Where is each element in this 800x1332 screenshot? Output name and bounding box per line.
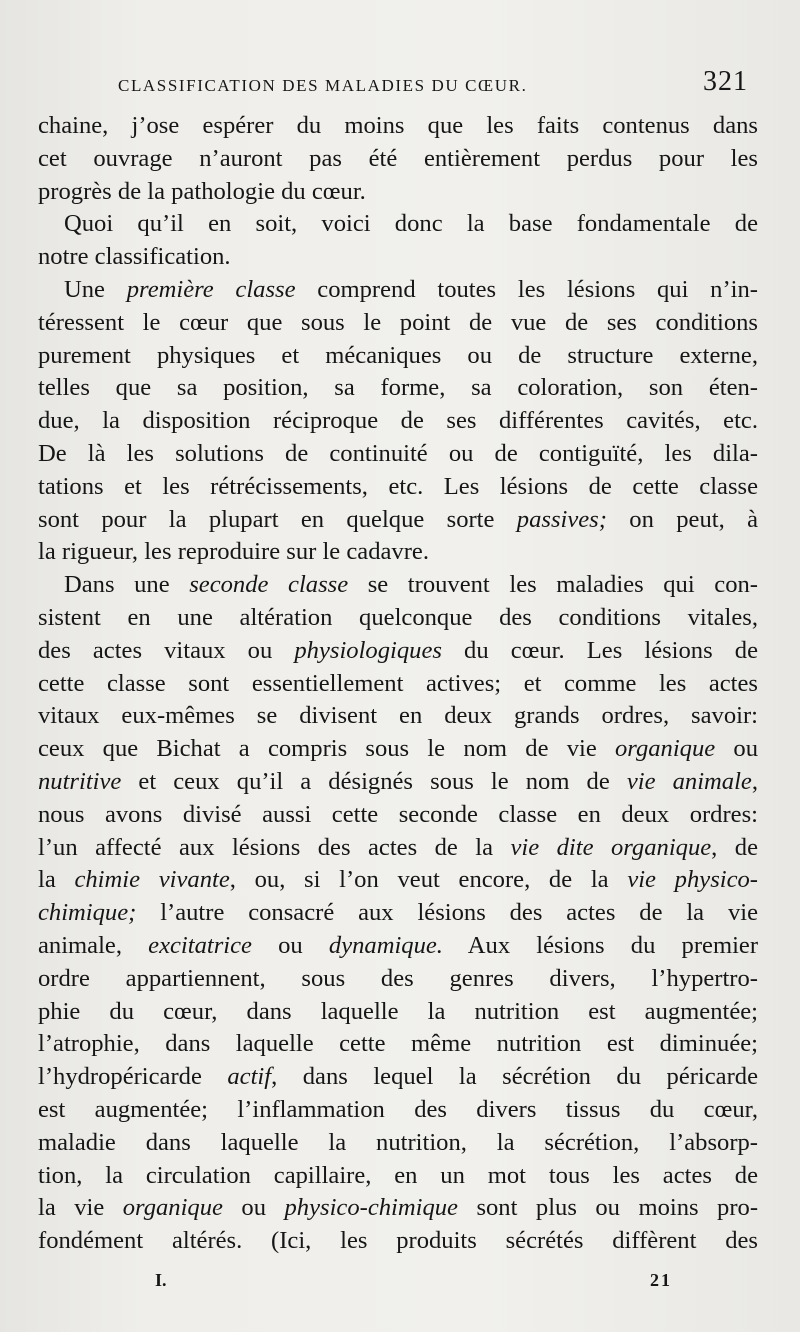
italic-text: physiologiques [294,636,442,664]
text-run: due, la disposition réciproque de ses différentes cavités, etc. [38,407,758,435]
text-run: fondément altérés. (Ici, les produits sécrétés diffèrent des [38,1227,758,1255]
text-line [38,340,758,373]
text-run: la rigueur, les reproduire sur le cadavre. [38,538,429,566]
text-line [38,471,758,504]
text-line [38,1160,758,1193]
text-line [38,799,758,832]
text-line [38,733,758,766]
italic-text: chimie vivante [74,866,230,894]
text-run: Dans une [64,571,190,599]
text-run: sont plus ou moins pro- [457,1194,759,1222]
text-line [38,110,758,143]
text-line [38,176,758,209]
text-run: notre classification. [38,243,231,271]
text-line [38,602,758,635]
italic-text: première classe [126,275,296,303]
text-run: Aux lésions du premier [442,931,759,959]
text-run: cette classe sont essentiellement actives; et comme les actes [38,669,758,697]
text-run: telles que sa position, sa forme, sa coloration, son éten- [38,374,758,402]
text-line [38,963,758,996]
italic-text: actif [227,1063,272,1091]
text-line [38,864,758,897]
text-run: , de [711,833,758,861]
running-title: CLASSIFICATION DES MALADIES DU CŒUR. [118,76,528,95]
text-run: phie du cœur, dans laquelle la nutrition est augmentée; [38,997,758,1025]
text-line [38,1028,758,1061]
text-run: Quoi qu’il en soit, voici donc la base fondamentale de [64,210,758,238]
signature-mark: 21 [650,1270,672,1290]
text-line [38,307,758,340]
italic-text: vie dite organique [510,833,712,861]
text-line [38,1225,758,1258]
text-line [38,569,758,602]
text-run: chaine, j’ose espérer du moins que les faits contenus dans [38,112,758,139]
text-line [38,536,758,569]
text-run: nous avons divisé aussi cette seconde classe en deux ordres: [38,800,758,828]
text-run: sont pour la plupart en quelque sorte [38,505,517,533]
text-line [38,832,758,865]
text-line [38,143,758,176]
text-line [38,504,758,537]
text-line [38,241,758,274]
text-line [38,766,758,799]
text-run: l’atrophie, dans laquelle cette même nutrition est diminuée; [38,1030,758,1058]
volume-number: I. [155,1270,167,1290]
italic-text: nutritive [38,767,122,795]
text-run: tations et les rétrécissements, etc. Les lésions de cette classe [38,472,758,500]
text-run: l’hydropéricarde [38,1063,228,1091]
text-run: animale, [38,931,149,959]
text-run: ou [222,1194,285,1222]
text-run: du cœur. Les lésions de [441,636,758,664]
text-line [38,700,758,733]
italic-text: vie physico- [627,866,759,894]
page-footer [0,1270,800,1310]
text-line [38,897,758,930]
text-line [38,1094,758,1127]
italic-text: vie animale [626,767,752,795]
text-line [38,372,758,405]
text-run: et ceux qu’il a désignés sous le nom de [121,767,627,795]
text-run: purement physiques et mécaniques ou de structure externe, [38,341,758,369]
text-line [38,930,758,963]
italic-text: passives; [516,505,607,533]
text-line [38,438,758,471]
italic-text: seconde classe [189,571,349,599]
text-line [38,1127,758,1160]
text-run: des actes vitaux ou [38,636,295,664]
italic-text: organique [122,1194,223,1222]
italic-text: dynamique. [328,931,443,959]
text-run: De là les solutions de continuité ou de contiguïté, les dila- [38,439,758,467]
text-line [38,274,758,307]
text-run: tion, la circulation capillaire, en un mot tous les actes de [38,1161,758,1189]
italic-text: chimique; [38,899,137,927]
italic-text: excitatrice [148,931,252,959]
text-run: la [38,866,75,894]
text-line [38,996,758,1029]
text-run: , [751,767,758,795]
text-run: ou [715,735,759,763]
page-number: 321 [703,66,748,97]
text-run: Une [64,275,127,303]
text-run: la vie [38,1194,123,1222]
text-run: vitaux eux-mêmes se divisent en deux grands ordres, savoir: [38,702,758,730]
text-run: maladie dans laquelle la nutrition, la sécrétion, l’absorp- [38,1128,758,1156]
text-line [38,668,758,701]
text-line [38,1192,758,1225]
text-run: l’un affecté aux lésions des actes de la [38,833,511,861]
text-line [38,1061,758,1094]
text-run: ceux que Bichat a compris sous le nom de vie [38,735,615,763]
text-run: cet ouvrage n’auront pas été entièrement perdus pour les [38,144,758,172]
italic-text: organique [614,735,716,763]
italic-text: physico-chimique [284,1194,458,1222]
text-run: progrès de la pathologie du cœur. [38,177,366,205]
text-run: sistent en une altération quelconque des conditions vitales, [38,603,758,631]
text-run: ou [251,931,329,959]
text-run: l’autre consacré aux lésions des actes de la vie [136,899,758,927]
text-run: se trouvent les maladies qui con- [348,571,758,599]
page-header [118,66,748,100]
text-line [38,635,758,668]
text-run: on peut, à [606,505,758,533]
text-line [38,208,758,241]
text-run: téressent le cœur que sous le point de vue de ses conditions [38,308,758,336]
text-line [38,405,758,438]
body-text [38,110,758,1258]
text-run: ordre appartiennent, sous des genres divers, l’hypertro- [38,964,758,992]
text-run: comprend toutes les lésions qui n’in- [295,275,758,303]
text-run: , ou, si l’on veut encore, de la [229,866,628,894]
text-run: est augmentée; l’inflammation des divers tissus du cœur, [38,1095,758,1123]
text-run: , dans lequel la sécrétion du péricarde [271,1063,758,1091]
